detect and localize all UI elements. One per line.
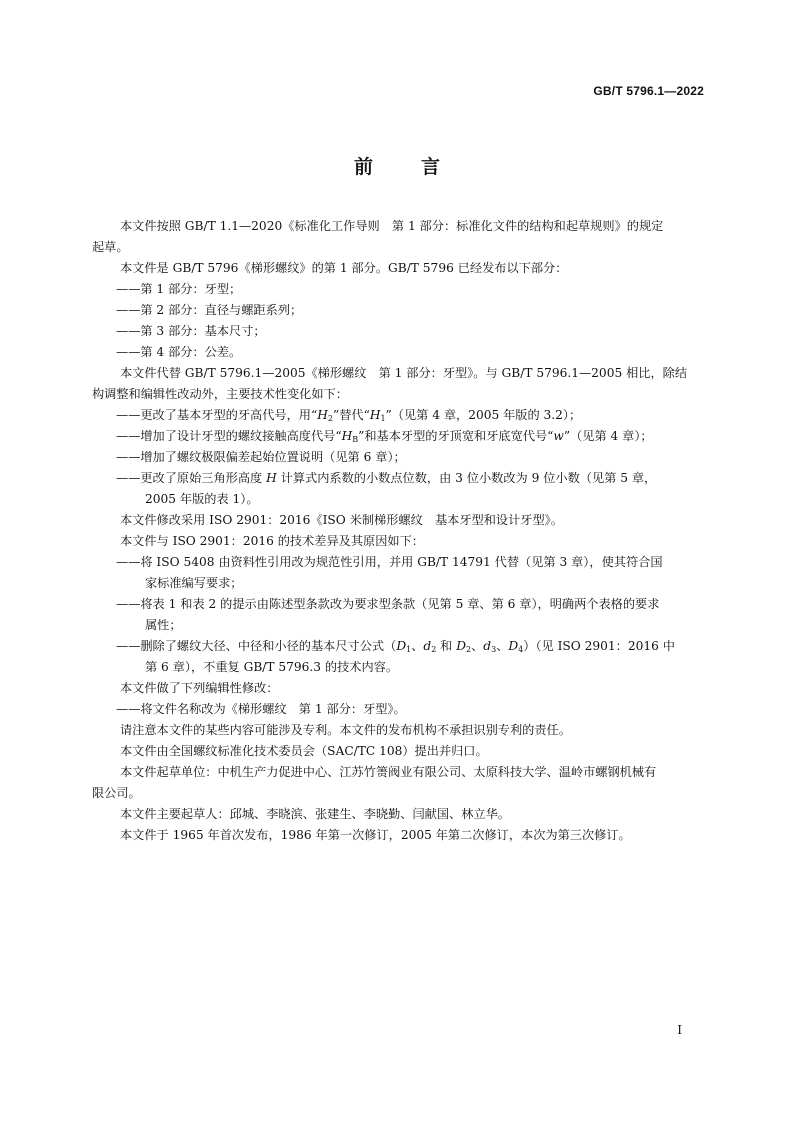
para-basis: 本文件按照 GB/T 1.1—2020《标准化工作导则 第 1 部分：标准化文件的结构和起草规则》的规定 — [120, 219, 664, 233]
change-item-1: ——更改了基本牙型的牙高代号，用“$H_2$”替代“$H_1$”（见第 4 章，2005 年版的 3.2）； — [116, 408, 582, 423]
change-item-2: ——增加了设计牙型的螺纹接触高度代号“$H_B$”和基本牙型的牙顶宽和牙底宽代号“w”（见第 4 章）； — [116, 429, 653, 444]
para-basis-cont: 起草。 — [92, 240, 129, 254]
change-item-3: ——增加了螺纹极限偏差起始位置说明（见第 6 章）； — [116, 450, 406, 464]
list-item-part-3: ——第 3 部分：基本尺寸； — [116, 324, 266, 338]
page-number: I — [677, 1023, 682, 1037]
editorial-item-1: ——将文件名称改为《梯形螺纹 第 1 部分：牙型》。 — [116, 702, 406, 716]
list-item-part-4: ——第 4 部分：公差。 — [116, 345, 242, 359]
para-replaces-cont: 构调整和编辑性改动外，主要技术性变化如下： — [92, 387, 348, 401]
para-drafters: 本文件主要起草人：邱城、李晓滨、张建生、李晓勤、闫献国、林立华。 — [120, 807, 510, 821]
para-history: 本文件于 1965 年首次发布，1986 年第一次修订，2005 年第二次修订，本次为第三次修订。 — [120, 828, 631, 842]
para-drafting-units-cont: 限公司。 — [92, 786, 141, 800]
diff-item-3-cont: 第 6 章），不重复 GB/T 5796.3 的技术内容。 — [145, 660, 399, 674]
diff-item-3: ——删除了螺纹大径、中径和小径的基本尺寸公式（$D_1$、$d_2$ 和 $D_2$、$d_3$、$D_4$）（见 ISO 2901：2016 中 — [116, 639, 675, 654]
para-patent: 请注意本文件的某些内容可能涉及专利。本文件的发布机构不承担识别专利的责任。 — [120, 723, 571, 737]
diff-item-1-cont: 家标准编写要求； — [145, 576, 243, 590]
para-proposed-by: 本文件由全国螺纹标准化技术委员会（SAC/TC 108）提出并归口。 — [120, 744, 488, 758]
change-item-4: ——更改了原始三角形高度 H 计算式内系数的小数点位数，由 3 位小数改为 9 位小数（见第 5 章， — [116, 471, 657, 485]
para-editorial: 本文件做了下列编辑性修改： — [120, 681, 279, 695]
standard-code: GB/T 5796.1—2022 — [593, 84, 704, 98]
list-item-part-2: ——第 2 部分：直径与螺距系列； — [116, 303, 303, 317]
para-replaces: 本文件代替 GB/T 5796.1—2005《梯形螺纹 第 1 部分：牙型》。与 GB/T 5796.1—2005 相比，除结 — [120, 366, 688, 380]
foreword-body — [92, 216, 705, 846]
change-item-4-cont: 2005 年版的表 1）。 — [145, 492, 259, 506]
diff-item-2-cont: 属性； — [145, 618, 182, 632]
diff-item-2: ——将表 1 和表 2 的提示由陈述型条款改为要求型条款（见第 5 章、第 6 章），明确两个表格的要求 — [116, 597, 660, 611]
para-part-of: 本文件是 GB/T 5796《梯形螺纹》的第 1 部分。GB/T 5796 已经发布以下部分： — [120, 261, 568, 275]
title-char-2: 言 — [421, 156, 441, 178]
para-drafting-units: 本文件起草单位：中机生产力促进中心、江苏竹箦阀业有限公司、太原科技大学、温岭市螺钢机械有 — [120, 765, 657, 779]
list-item-part-1: ——第 1 部分：牙型； — [116, 282, 242, 296]
para-adoption: 本文件修改采用 ISO 2901：2016《ISO 米制梯形螺纹 基本牙型和设计牙型》。 — [120, 513, 563, 527]
para-tech-diff: 本文件与 ISO 2901：2016 的技术差异及其原因如下： — [120, 534, 424, 548]
page-title — [0, 152, 794, 179]
title-char-1: 前 — [353, 156, 373, 178]
diff-item-1: ——将 ISO 5408 由资料性引用改为规范性引用，并用 GB/T 14791 代替（见第 3 章），使其符合国 — [116, 555, 663, 569]
